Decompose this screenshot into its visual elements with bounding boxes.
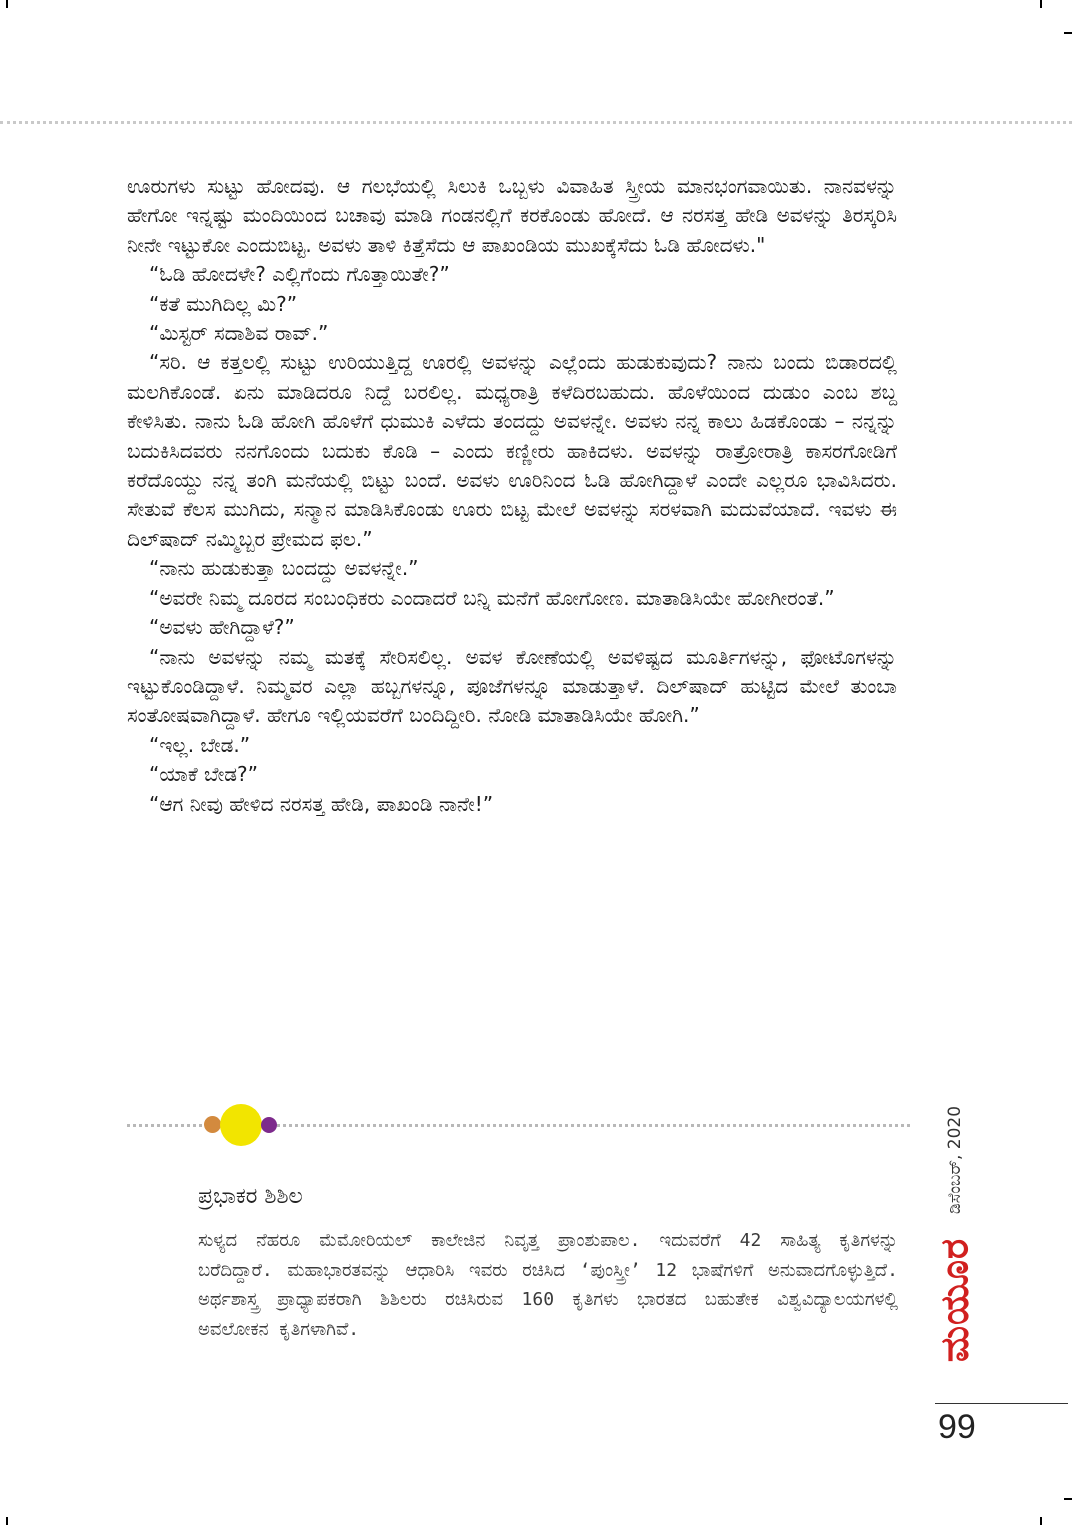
crop-mark-top-left (6, 0, 8, 8)
story-paragraph: “ನಾನು ಅವಳನ್ನು ನಮ್ಮ ಮತಕ್ಕೆ ಸೇರಿಸಲಿಲ್ಲ. ಅವಳ ಕೋಣೆಯಲ್ಲಿ ಅವಳಿಷ್ಟದ ಮೂರ್ತಿಗಳನ್ನು, ಫೋಟೊಗಳನ್ನು ಇಟ್ಟುಕೊಂಡಿದ್ದಾಳೆ. ನಿಮ್ಮವರ ಎಲ್ಲಾ ಹಬ್ಬಗಳನ್ನೂ, ಪೂಜೆಗಳನ್ನೂ ಮಾಡುತ್ತಾಳೆ. ದಿಲ್‌ಷಾದ್ ಹುಟ್ಟಿದ ಮೇಲೆ ತುಂಬಾ ಸಂತೋಷವಾಗಿದ್ದಾಳೆ. ಹೇಗೂ ಇಲ್ಲಿಯವರೆಗೆ ಬಂದಿದ್ದೀರಿ. ನೋಡಿ ಮಾತಾಡಿಸಿಯೇ ಹೋಗಿ.” (127, 644, 897, 728)
story-paragraph: “ಮಿಸ್ಟರ್ ಸದಾಶಿವ ರಾವ್.” (149, 321, 329, 346)
magazine-logo: ಮಯೂರ (932, 1237, 977, 1363)
divider-dot-orange (204, 1116, 221, 1133)
page-number: 99 (938, 1408, 976, 1446)
crop-mark-bottom-left (6, 1517, 8, 1525)
top-dotted-rule (0, 121, 1072, 124)
author-bio: ಸುಳ್ಯದ ನೆಹರೂ ಮೆಮೋರಿಯಲ್ ಕಾಲೇಜಿನ ನಿವೃತ್ತ ಪ್ರಾಂಶುಪಾಲ. ಇದುವರೆಗೆ 42 ಸಾಹಿತ್ಯ ಕೃತಿಗಳನ್ನು ಬರೆದಿದ್ದಾರೆ. ಮಹಾಭಾರತವನ್ನು ಆಧಾರಿಸಿ ಇವರು ರಚಿಸಿದ ‘ಪುಂಸ್ತ್ರೀ’ 12 ಭಾಷೆಗಳಿಗೆ ಅನುವಾದಗೊಳ್ಳುತ್ತಿದೆ. ಅರ್ಥಶಾಸ್ತ್ರ ಪ್ರಾಧ್ಯಾಪಕರಾಗಿ ಶಿಶಿಲರು ರಚಿಸಿರುವ 160 ಕೃತಿಗಳು ಭಾರತದ ಬಹುತೇಕ ವಿಶ್ವವಿದ್ಯಾಲಯಗಳಲ್ಲಿ ಅವಲೋಕನ ಕೃತಿಗಳಾಗಿವೆ. (198, 1230, 898, 1340)
story-paragraph: “ಕತೆ ಮುಗಿದಿಲ್ಲ ಮಿ?” (149, 291, 298, 316)
story-paragraph: ಊರುಗಳು ಸುಟ್ಟು ಹೋದವು. ಆ ಗಲಭೆಯಲ್ಲಿ ಸಿಲುಕಿ ಒಬ್ಬಳು ವಿವಾಹಿತ ಸ್ತ್ರೀಯ ಮಾನಭಂಗವಾಯಿತು. ನಾನವಳನ್ನು ಹೇಗೋ ಇನ್ನಷ್ಟು ಮಂದಿಯಿಂದ ಬಚಾವು ಮಾಡಿ ಗಂಡನಲ್ಲಿಗೆ ಕರಕೊಂಡು ಹೋದೆ. ಆ ನರಸತ್ತ ಹೇಡಿ ಅವಳನ್ನು ತಿರಸ್ಕರಿಸಿ ನೀನೇ ಇಟ್ಟುಕೋ ಎಂದುಬಿಟ್ಟ. ಅವಳು ತಾಳಿ ಕಿತ್ತೆಸೆದು ಆ ಪಾಖಂಡಿಯ ಮುಖಕ್ಕೆಸೆದು ಓಡಿ ಹೋದಳು." (127, 174, 897, 257)
story-paragraph: “ಅವಳು ಹೇಗಿದ್ದಾಳೆ?” (149, 615, 295, 640)
author-name: ಪ್ರಭಾಕರ ಶಿಶಿಲ (198, 1184, 303, 1209)
story-text (127, 172, 897, 819)
divider-dot-purple (261, 1117, 277, 1133)
divider-dot-yellow (220, 1104, 262, 1146)
page-number-rule (935, 1403, 1068, 1404)
story-paragraph: “ಅವರೇ ನಿಮ್ಮ ದೂರದ ಸಂಬಂಧಿಕರು ಎಂದಾದರೆ ಬನ್ನಿ ಮನೆಗೆ ಹೋಗೋಣ. ಮಾತಾಡಿಸಿಯೇ ಹೋಗೀರಂತೆ.” (149, 585, 835, 610)
story-paragraph: “ಸರಿ. ಆ ಕತ್ತಲಲ್ಲಿ ಸುಟ್ಟು ಉರಿಯುತ್ತಿದ್ದ ಊರಲ್ಲಿ ಅವಳನ್ನು ಎಲ್ಲೆಂದು ಹುಡುಕುವುದು? ನಾನು ಬಂದು ಬಿಡಾರದಲ್ಲಿ ಮಲಗಿಕೊಂಡೆ. ಏನು ಮಾಡಿದರೂ ನಿದ್ದೆ ಬರಲಿಲ್ಲ. ಮಧ್ಯರಾತ್ರಿ ಕಳೆದಿರಬಹುದು. ಹೊಳೆಯಿಂದ ದುಡುಂ ಎಂಬ ಶಬ್ದ ಕೇಳಿಸಿತು. ನಾನು ಓಡಿ ಹೋಗಿ ಹೊಳೆಗೆ ಧುಮುಕಿ ಎಳೆದು ತಂದದ್ದು ಅವಳನ್ನೇ. ಅವಳು ನನ್ನ ಕಾಲು ಹಿಡಕೊಂಡು – ನನ್ನನ್ನು ಬದುಕಿಸಿದವರು ನನಗೊಂದು ಬದುಕು ಕೊಡಿ – ಎಂದು ಕಣ್ಣೀರು ಹಾಕಿದಳು. ಅವಳನ್ನು ರಾತ್ರೋರಾತ್ರಿ ಕಾಸರಗೋಡಿಗೆ ಕರೆದೊಯ್ದು ನನ್ನ ತಂಗಿ ಮನೆಯಲ್ಲಿ ಬಿಟ್ಟು ಬಂದೆ. ಅವಳು ಊರಿನಿಂದ ಓಡಿ ಹೋಗಿದ್ದಾಳೆ ಎಂದೇ ಎಲ್ಲರೂ ಭಾವಿಸಿದರು. ಸೇತುವೆ ಕೆಲಸ ಮುಗಿದು, ಸನ್ಮಾನ ಮಾಡಿಸಿಕೊಂಡು ಊರು ಬಿಟ್ಟ ಮೇಲೆ ಅವಳನ್ನು ಸರಳವಾಗಿ ಮದುವೆಯಾದೆ. ಇವಳು ಈ ದಿಲ್‌ಷಾದ್ ನಮ್ಮಿಬ್ಬರ ಪ್ರೇಮದ ಫಲ.” (127, 350, 897, 551)
story-paragraph: “ಆಗ ನೀವು ಹೇಳಿದ ನರಸತ್ತ ಹೇಡಿ, ಪಾಖಂಡಿ ನಾನೇ!” (149, 791, 494, 816)
crop-mark-bottom-right (1040, 1517, 1042, 1525)
story-paragraph: “ನಾನು ಹುಡುಕುತ್ತಾ ಬಂದದ್ದು ಅವಳನ್ನೇ.” (149, 556, 419, 581)
crop-mark-right-lower (1064, 1498, 1072, 1500)
crop-mark-top-right (1040, 0, 1042, 8)
story-paragraph: “ಯಾಕೆ ಬೇಡ?” (149, 762, 258, 787)
story-paragraph: “ಇಲ್ಲ. ಬೇಡ.” (149, 732, 251, 757)
issue-date: ಡಿಸೆಂಬರ್, 2020 (945, 1105, 965, 1215)
story-paragraph: “ಓಡಿ ಹೋದಳೇ? ಎಲ್ಲಿಗೆಂದು ಗೊತ್ತಾಯಿತೇ?” (149, 262, 450, 287)
crop-mark-right-upper (1064, 32, 1072, 34)
